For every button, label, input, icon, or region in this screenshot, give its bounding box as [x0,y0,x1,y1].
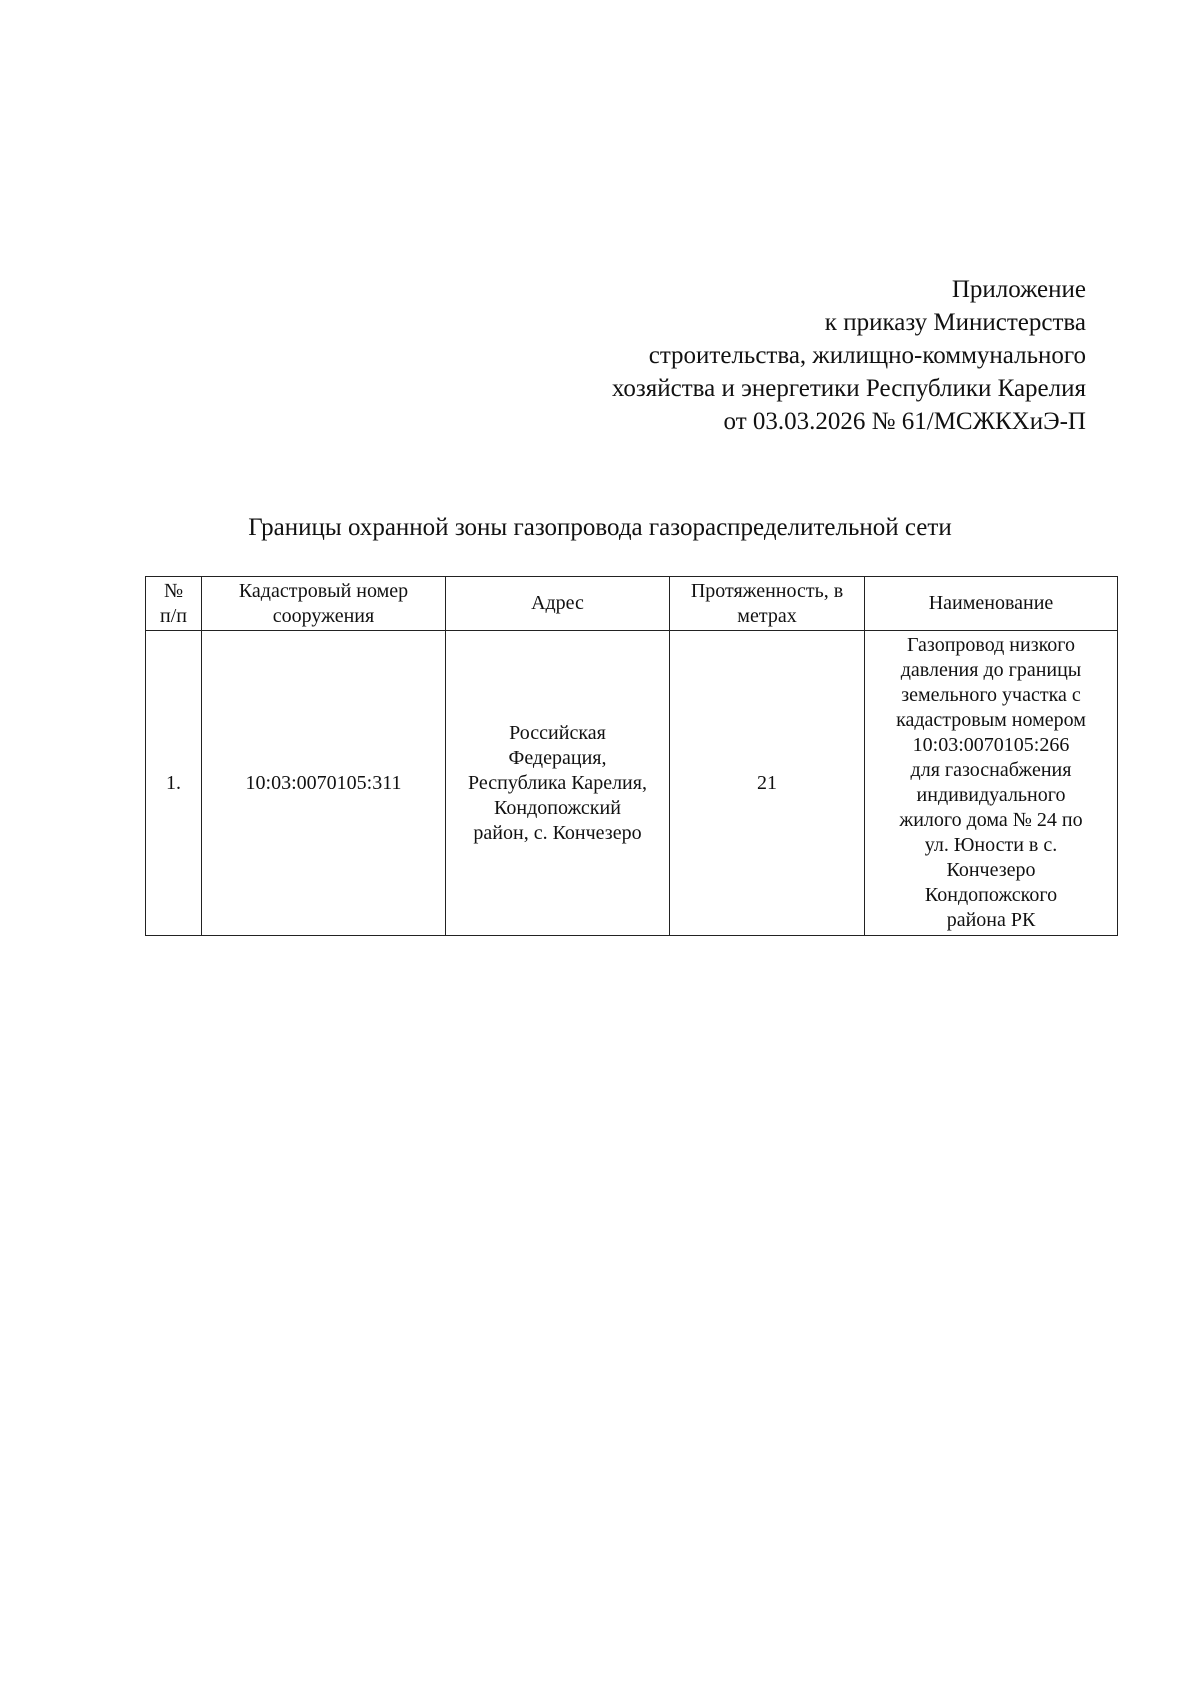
header-length: Протяженность, в метрах [670,577,865,631]
header-cadastral-number: Кадастровый номер сооружения [202,577,446,631]
cell-cadastral-number: 10:03:0070105:311 [202,631,446,936]
appendix-order-reference: от 03.03.2026 № 61/МСЖКХиЭ-П [723,408,1086,435]
cell-length: 21 [670,631,865,936]
table-row [146,631,1118,936]
appendix-line: строительства, жилищно-коммунального [648,342,1086,369]
header-name: Наименование [865,577,1118,631]
cell-address: Российская Федерация, Республика Карелия, Кондопожский район, с. Кончезеро [446,631,670,936]
appendix-header [612,273,1086,438]
appendix-line: Приложение [951,276,1086,303]
cell-name: Газопровод низкого давления до границы земельного участка с кадастровым номером 10:03:0070105:266 для газоснабжения индивидуального жилого дома № 24 по ул. Юности в с. Кончезеро Кондопожского района РК [865,631,1118,936]
header-number: № п/п [146,577,202,631]
appendix-line: к приказу Министерства [824,309,1086,336]
cell-number: 1. [146,631,202,936]
header-address: Адрес [446,577,670,631]
protection-zone-table [145,576,1118,936]
document-title: Границы охранной зоны газопровода газораспределительной сети [248,514,952,541]
table-header-row [146,577,1118,631]
appendix-line: хозяйства и энергетики Республики Карелия [611,375,1086,402]
